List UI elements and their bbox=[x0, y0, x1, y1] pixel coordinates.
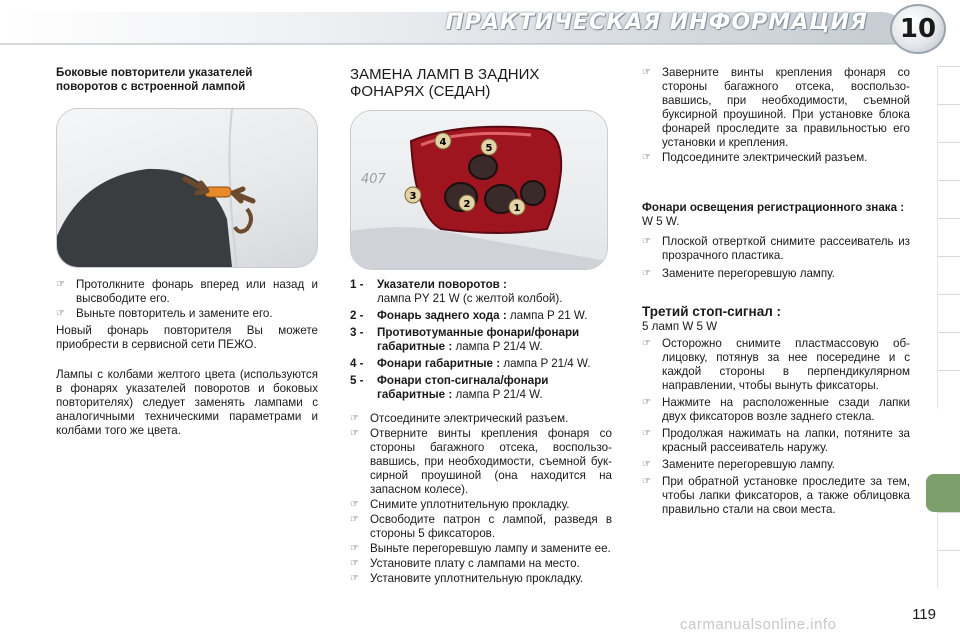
bullet-icon: ☞ bbox=[642, 338, 651, 349]
page-title: ПРАКТИЧЕСКАЯ ИНФОРМАЦИЯ bbox=[445, 10, 868, 35]
bullet-icon: ☞ bbox=[642, 236, 651, 247]
svg-text:2: 2 bbox=[463, 199, 471, 210]
instruction-bullet: ☞ Продолжая нажимать на лапки, потяните за красный рассеиватель наружу. bbox=[642, 427, 910, 454]
door-gap-line bbox=[229, 109, 237, 267]
instruction-bullet: ☞ Плоской отверткой снимите рассеиватель из прозрачного пластика. bbox=[642, 235, 910, 262]
chapter-badge: 10 bbox=[890, 4, 946, 54]
callout-4 bbox=[435, 133, 451, 149]
bulb-list-item: 3 - Противотуманные фонари/фонари габаритные : лампа P 21/4 W. bbox=[350, 326, 580, 353]
arrow-out-icon bbox=[235, 209, 251, 232]
right-column bbox=[642, 66, 910, 517]
bulb-socket bbox=[469, 155, 497, 179]
bullet-icon: ☞ bbox=[642, 459, 651, 470]
rear-lamp-illustration bbox=[351, 111, 607, 269]
model-badge: 407 bbox=[361, 172, 386, 187]
instruction-bullet: ☞ Замените перегоревшую лампу. bbox=[642, 267, 836, 280]
bullet-icon: ☞ bbox=[350, 573, 359, 584]
svg-text:5: 5 bbox=[485, 143, 493, 154]
side-repeater-heading: Боковые повторители указателей поворотов с встроенной лампой bbox=[56, 66, 253, 93]
third-brake-light-section bbox=[642, 303, 910, 517]
callout-2 bbox=[459, 195, 475, 211]
bullet-icon: ☞ bbox=[642, 397, 651, 408]
amber-lamp-note: Лампы с колбами желтого цвета (используются в фонарях указателей поворотов и боковых повторителях) следует заменять лампами с аналогичными техническими параметрами и колбами того же цвета. bbox=[56, 368, 318, 437]
instruction-bullet: ☞ Нажмите на расположенные сзади лапки двух фиксаторов возле заднего стекла. bbox=[642, 396, 910, 423]
bullet-icon: ☞ bbox=[350, 543, 359, 554]
refit-steps bbox=[642, 66, 910, 165]
removal-steps bbox=[350, 412, 612, 586]
instruction-bullet: ☞ Установите плату с лампами на место. bbox=[350, 557, 580, 570]
plate-lamp-section bbox=[642, 201, 910, 281]
bullet-icon: ☞ bbox=[350, 428, 359, 439]
svg-text:3: 3 bbox=[409, 191, 417, 202]
instruction-bullet: ☞ Установите уплотнительную прокладку. bbox=[350, 572, 584, 585]
watermark: carmanualsonline.info bbox=[680, 616, 837, 633]
chapter-tab-active[interactable] bbox=[926, 474, 960, 512]
chapter-tab[interactable] bbox=[937, 370, 960, 409]
instruction-bullet: ☞ Отверните винты крепления фонаря со стороны багажного отсека, воспользовавшись, при необходимости, съемной буксирной проушиной (она находится на запасном колесе). bbox=[350, 427, 612, 496]
instruction-bullet: ☞ Осторожно снимите пластмассовую облицовку, потянув за нее посередине и с каждой стороны в перпендикулярном направлении, чтобы вынуть фиксаторы. bbox=[642, 337, 910, 392]
bulb-list-item: 1 - Указатели поворотов : лампа PY 21 W (с желтой колбой). bbox=[350, 278, 563, 305]
section-title-rear-lamps: ЗАМЕНА ЛАМП В ЗАДНИХ ФОНАРЯХ (СЕДАН) bbox=[350, 66, 540, 100]
bulb-list bbox=[350, 278, 612, 402]
callout-3 bbox=[405, 187, 421, 203]
page-number: 119 bbox=[912, 606, 936, 623]
chapter-tab[interactable] bbox=[937, 512, 960, 551]
chapter-tab[interactable] bbox=[937, 294, 960, 333]
bulb-socket bbox=[521, 181, 545, 205]
bulb-list-item: 2 - Фонарь заднего хода : лампа P 21 W. bbox=[350, 309, 588, 322]
svg-text:4: 4 bbox=[439, 137, 447, 148]
third-brake-light-spec: 5 ламп W 5 W bbox=[642, 320, 718, 333]
chapter-tab[interactable] bbox=[937, 66, 960, 105]
instruction-bullet: ☞ Замените перегоревшую лампу. bbox=[642, 458, 836, 471]
bullet-icon: ☞ bbox=[56, 308, 65, 319]
left-column bbox=[56, 66, 318, 438]
chapter-tab[interactable] bbox=[937, 180, 960, 219]
instruction-bullet: ☞ Снимите уплотнительную прокладку. bbox=[350, 498, 570, 511]
instruction-bullet: ☞ При обратной установке проследите за тем, чтобы лапки фиксаторов, а также облицовка правильно стали на свои места. bbox=[642, 475, 910, 516]
rear-lamp-photo bbox=[350, 110, 608, 270]
arrow-back-icon bbox=[233, 189, 253, 201]
chapter-tab[interactable] bbox=[937, 104, 960, 143]
instruction-bullet: ☞ Выньте перегоревшую лампу и замените ее. bbox=[350, 542, 611, 555]
instruction-bullet: ☞ Подсоедините электрический разъем. bbox=[642, 151, 868, 164]
chapter-tab[interactable] bbox=[937, 142, 960, 181]
wheel-arch-shape bbox=[57, 169, 232, 267]
bullet-icon: ☞ bbox=[642, 268, 651, 279]
bullet-icon: ☞ bbox=[350, 558, 359, 569]
bullet-icon: ☞ bbox=[642, 67, 651, 78]
bullet-icon: ☞ bbox=[642, 476, 651, 487]
bulb-list-item: 5 - Фонари стоп-сигнала/фонари габаритные : лампа P 21/4 W. bbox=[350, 374, 549, 401]
callout-5 bbox=[481, 139, 497, 155]
bullet-icon: ☞ bbox=[350, 413, 359, 424]
fender-illustration bbox=[57, 109, 317, 267]
page-header bbox=[0, 0, 960, 56]
chapter-tab[interactable] bbox=[937, 256, 960, 295]
instruction-bullet: ☞ Заверните винты крепления фонаря со стороны багажного отсека, воспользовавшись, при необходимости, съемной буксирной проушиной. При установке блока фонарей проследите за правильностью его установки и крепления. bbox=[642, 66, 910, 149]
chapter-tab[interactable] bbox=[937, 550, 960, 589]
side-repeater-photo bbox=[56, 108, 318, 268]
bullet-icon: ☞ bbox=[642, 428, 651, 439]
dealer-note: Новый фонарь повторителя Вы можете приобрести в сервисной сети ПЕЖО. bbox=[56, 324, 318, 351]
bulb-list-item: 4 - Фонари габаритные : лампа P 21/4 W. bbox=[350, 357, 591, 370]
plate-lamp-heading: Фонари освещения регистрационного знака : bbox=[642, 201, 905, 214]
bullet-icon: ☞ bbox=[350, 514, 359, 525]
middle-column bbox=[350, 66, 612, 586]
bullet-icon: ☞ bbox=[642, 152, 651, 163]
instruction-bullet: ☞ Выньте повторитель и замените его. bbox=[56, 307, 273, 320]
bullet-icon: ☞ bbox=[56, 279, 65, 290]
plate-lamp-spec: W 5 W. bbox=[642, 215, 680, 228]
bullet-icon: ☞ bbox=[350, 499, 359, 510]
instruction-bullet: ☞ Протолкните фонарь вперед или назад и высвободите его. bbox=[56, 278, 318, 305]
svg-text:1: 1 bbox=[513, 203, 521, 214]
third-brake-light-title: Третий стоп-сигнал : bbox=[642, 304, 782, 319]
instruction-bullet: ☞ Отсоедините электрический разъем. bbox=[350, 412, 569, 425]
callout-1 bbox=[509, 199, 525, 215]
chapter-tab[interactable] bbox=[937, 218, 960, 257]
chapter-tab[interactable] bbox=[937, 332, 960, 371]
instruction-bullet: ☞ Освободите патрон с лампой, разведя в стороны 5 фиксаторов. bbox=[350, 513, 612, 540]
